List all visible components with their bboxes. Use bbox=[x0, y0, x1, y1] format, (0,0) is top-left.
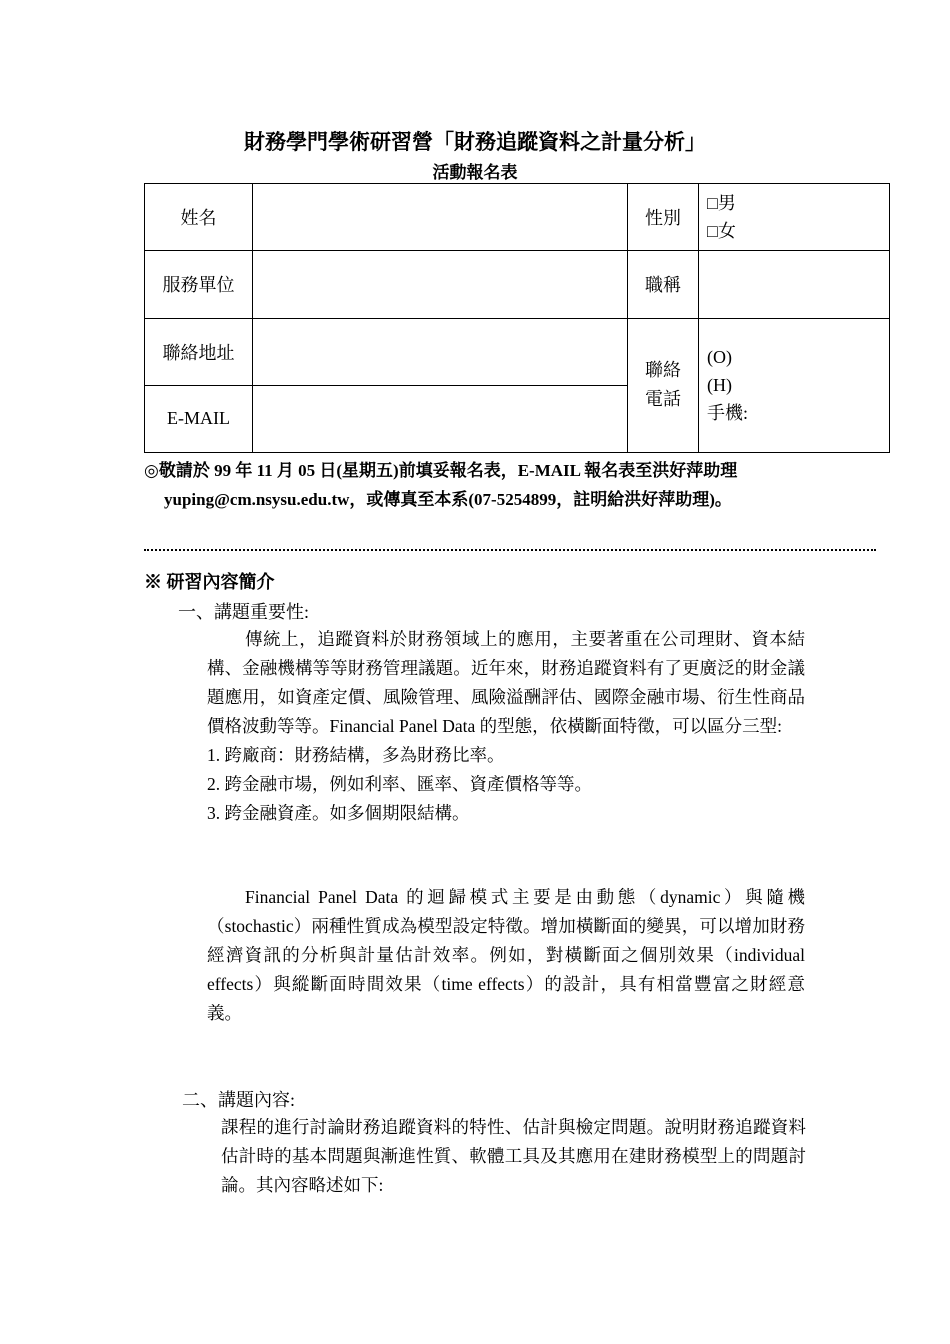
dotted-divider bbox=[144, 549, 876, 551]
name-label: 姓名 bbox=[145, 184, 253, 251]
phone-field[interactable] bbox=[699, 318, 890, 453]
section-title: ※ 研習內容簡介 bbox=[144, 572, 275, 592]
part1-para2: Financial Panel Data 的迴歸模式主要是由動態（dynamic）與隨機（stochastic）兩種性質成為模型設定特徵。增加橫斷面的變異，可以增加財務經濟資訊的分析與計量估計效率。例如，對橫斷面之個別效果（individual effects）與縱斷面時間效果（time effects）的設計，具有相當豐富之財經意義。 bbox=[207, 887, 805, 1023]
phone-office: (O) bbox=[707, 347, 732, 368]
phone-label-line1: 聯絡 bbox=[645, 360, 681, 381]
registration-form bbox=[144, 183, 890, 453]
gender-options bbox=[699, 184, 890, 251]
part1-item-3: 3. 跨金融資產。如多個期限結構。 bbox=[207, 803, 470, 823]
email-label: E-MAIL bbox=[145, 385, 253, 452]
position-label: 職稱 bbox=[628, 251, 699, 318]
page-subtitle: 活動報名表 bbox=[432, 163, 518, 182]
gender-male-checkbox[interactable]: □男 bbox=[707, 193, 736, 214]
part1-item-1: 1. 跨廠商：財務結構，多為財務比率。 bbox=[207, 745, 505, 765]
name-field[interactable] bbox=[253, 184, 628, 251]
part1-item-2: 2. 跨金融市場，例如利率、匯率、資產價格等等。 bbox=[207, 774, 592, 794]
phone-label bbox=[628, 318, 699, 453]
unit-label: 服務單位 bbox=[145, 251, 253, 318]
position-field[interactable] bbox=[699, 251, 890, 318]
part1-body bbox=[207, 625, 805, 828]
email-field[interactable] bbox=[253, 385, 628, 452]
notice-line-2: yuping@cm.nsysu.edu.tw，或傳真至本系(07-5254899，註明給洪好萍助理)。 bbox=[164, 490, 732, 509]
phone-home: (H) bbox=[707, 375, 732, 396]
part1-intro: 傳統上，追蹤資料於財務領域上的應用，主要著重在公司理財、資本結構、金融機構等等財務管理議題。近年來，財務追蹤資料有了更廣泛的財金議題應用，如資產定價、風險管理、風險溢酬評估、國際金融市場、衍生性商品價格波動等等。Financial Panel Data 的型態，依橫斷面特徵，可以區分三型: bbox=[207, 629, 805, 736]
phone-mobile: 手機: bbox=[707, 403, 749, 424]
part2-body: 課程的進行討論財務追蹤資料的特性、估計與檢定問題。說明財務追蹤資料估計時的基本問題與漸進性質、軟體工具及其應用在建財務模型上的問題討論。其內容略述如下: bbox=[221, 1117, 806, 1195]
registration-notice bbox=[144, 456, 864, 514]
gender-female-checkbox[interactable]: □女 bbox=[707, 221, 736, 242]
part1-heading: 一、講題重要性: bbox=[178, 602, 310, 622]
page-title: 財務學門學術研習營「財務追蹤資料之計量分析」 bbox=[244, 130, 706, 154]
gender-label: 性別 bbox=[628, 184, 699, 251]
unit-field[interactable] bbox=[253, 251, 628, 318]
part2-heading: 二、講題內容: bbox=[182, 1090, 296, 1110]
phone-label-line2: 電話 bbox=[645, 389, 681, 410]
address-field[interactable] bbox=[253, 318, 628, 385]
part1-para2-block bbox=[207, 883, 805, 1028]
notice-line-1: ◎敬請於 99 年 11 月 05 日(星期五)前填妥報名表，E-MAIL 報名表至洪好萍助理 bbox=[144, 461, 738, 480]
address-label: 聯絡地址 bbox=[145, 318, 253, 385]
